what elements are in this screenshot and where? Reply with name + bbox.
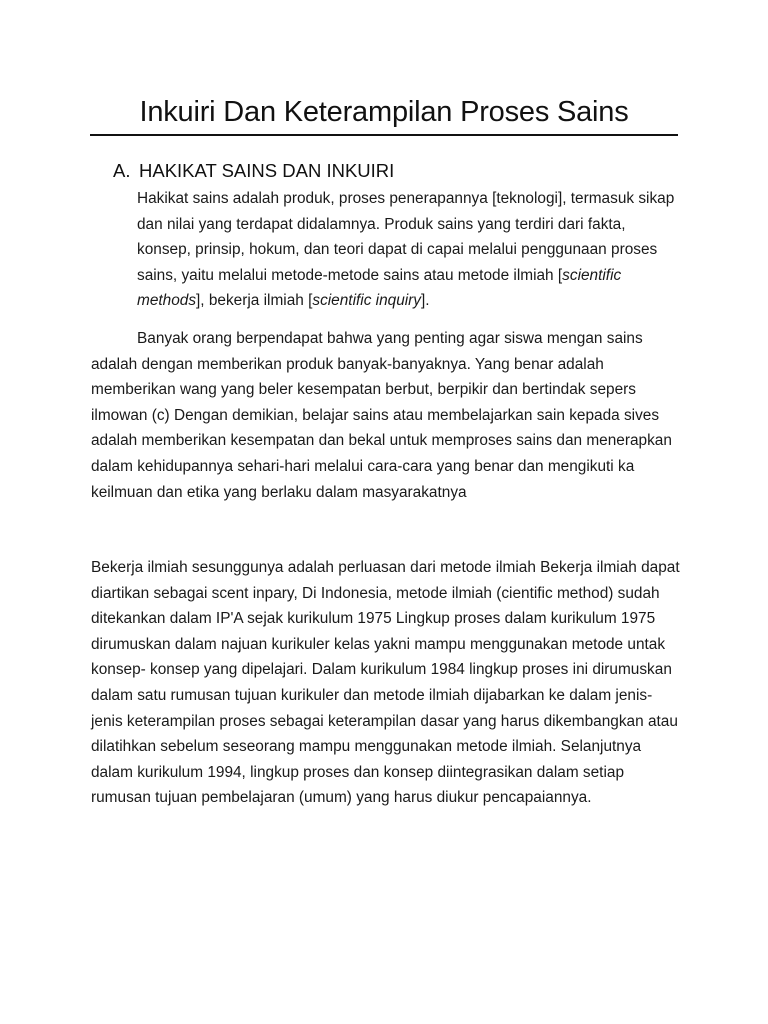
paragraph-1-text-c: ]. bbox=[421, 292, 430, 310]
paragraph-banyak-orang: Banyak orang berpendapat bahwa yang penting agar siswa mengan sains adalah dengan memberikan produk banyak-banyaknya. Yang benar adalah memberikan wang yang beler kesempatan berbut, berpikir dan bertindak sepers ilmowan (c) Dengan demikian, belajar sains atau membelajarkan sain kepada sives adalah memberikan kesempatan dan bekal untuk memproses sains dan menerapkan dalam kehidupannya sehari-hari melalui cara-cara yang benar dan mengikuti ka keilmuan dan etika yang berlaku dalam masyarakatnya bbox=[91, 330, 672, 501]
paragraph-1-italic-scientific-inquiry: scientific inquiry bbox=[312, 292, 422, 310]
paragraph-1-italic-scientific-methods: scientific methods bbox=[137, 266, 622, 310]
paragraph-hakikat-sains bbox=[137, 186, 682, 314]
paragraph-1-text-a: Hakikat sains adalah produk, proses penerapannya [teknologi], termasuk sikap dan nilai yang terdapat didalamnya. Produk sains yang terdiri dari fakta, konsep, prinsip, hokum, dan teori dapat di capai melalui penggunaan proses sains, yaitu melalui metode-metode sains atau metode ilmiah [ bbox=[137, 190, 675, 284]
title-underline-rule bbox=[90, 134, 678, 136]
section-heading-text: HAKIKAT SAINS DAN INKUIRI bbox=[139, 160, 395, 181]
paragraph-1-text-b: ], bekerja ilmiah [ bbox=[196, 292, 313, 310]
section-marker: A. bbox=[113, 160, 131, 181]
paragraph-bekerja-ilmiah: Bekerja ilmiah sesunggunya adalah perluasan dari metode ilmiah Bekerja ilmiah dapat diartikan sebagai scent inpary, Di Indonesia, metode ilmiah (cientific method) sudah ditekankan dalam IP'A sejak kurikulum 1975 Lingkup proses dalam kurikulum 1975 dirumuskan dalam najuan kurikuler kelas yakni mampu menggunakan metode untak konsep- konsep yang dipelajari. Dalam kurikulum 1984 lingkup proses ini dirumuskan dalam satu rumusan tujuan kurikuler dan metode ilmiah dijabarkan ke dalam jenis-jenis keterampilan proses sebagai keterampilan dasar yang harus dikembangkan atau dilatihkan sebelum seseorang mampu menggunakan metode ilmiah. Selanjutnya dalam kurikulum 1994, lingkup proses dan konsep diintegrasikan dalam setiap rumusan tujuan pembelajaran (umum) yang harus diukur pencapaiannya. bbox=[91, 559, 680, 807]
document-title: Inkuiri Dan Keterampilan Proses Sains bbox=[139, 96, 629, 128]
section-heading bbox=[113, 158, 394, 184]
